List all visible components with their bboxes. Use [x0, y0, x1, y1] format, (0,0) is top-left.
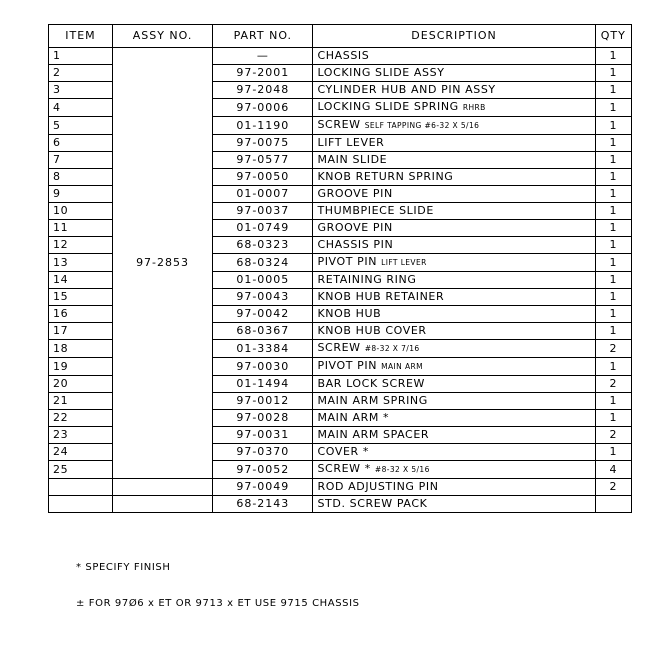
quantity: 2: [595, 479, 631, 496]
part-number: 97-0030: [213, 358, 313, 376]
description-cell: [313, 323, 595, 340]
quantity: 1: [595, 444, 631, 461]
part-number: 68-2143: [213, 496, 313, 513]
description-text: PIVOT PIN: [317, 359, 382, 372]
description-cell: [313, 99, 595, 117]
table-row: [49, 496, 632, 513]
description-text: KNOB HUB COVER: [317, 324, 427, 337]
description-text: SCREW: [317, 118, 365, 131]
description-text: ROD ADJUSTING PIN: [317, 480, 439, 493]
item-number: 5: [49, 117, 113, 135]
description-text: STD. SCREW PACK: [317, 497, 428, 510]
part-number: 97-0370: [213, 444, 313, 461]
description-text: LIFT LEVER: [317, 136, 385, 149]
part-number: 97-0043: [213, 289, 313, 306]
description-text: MAIN ARM *: [317, 411, 390, 424]
item-number: 15: [49, 289, 113, 306]
quantity: 1: [595, 65, 631, 82]
quantity: 1: [595, 82, 631, 99]
quantity: 2: [595, 427, 631, 444]
part-number: 97-2001: [213, 65, 313, 82]
quantity: 1: [595, 254, 631, 272]
description-detail: SELF TAPPING #6-32 X 5/16: [364, 121, 480, 130]
description-text: LOCKING SLIDE SPRING: [317, 100, 463, 113]
description-cell: [313, 358, 595, 376]
part-number: 97-0037: [213, 203, 313, 220]
quantity: [595, 496, 631, 513]
quantity: 1: [595, 169, 631, 186]
item-number: 25: [49, 461, 113, 479]
quantity: 1: [595, 410, 631, 427]
quantity: 1: [595, 393, 631, 410]
item-number: 13: [49, 254, 113, 272]
quantity: 1: [595, 323, 631, 340]
quantity: 1: [595, 306, 631, 323]
item-number: 12: [49, 237, 113, 254]
description-text: KNOB HUB RETAINER: [317, 290, 445, 303]
part-number: 68-0324: [213, 254, 313, 272]
part-number: 97-0075: [213, 135, 313, 152]
description-detail: MAIN ARM: [381, 362, 423, 371]
item-number: 18: [49, 340, 113, 358]
description-detail: #8-32 X 7/16: [364, 344, 420, 353]
description-cell: [313, 220, 595, 237]
quantity: 1: [595, 203, 631, 220]
note-chassis-substitution: ± FOR 97Ø6 x ET OR 9713 x ET USE 9715 CHASSIS: [76, 598, 360, 609]
description-text: KNOB RETURN SPRING: [317, 170, 454, 183]
item-number: 17: [49, 323, 113, 340]
description-text: THUMBPIECE SLIDE: [317, 204, 434, 217]
description-text: MAIN ARM SPRING: [317, 394, 428, 407]
description-cell: [313, 65, 595, 82]
description-cell: [313, 289, 595, 306]
table-row: [49, 479, 632, 496]
quantity: 1: [595, 289, 631, 306]
part-number: 01-1190: [213, 117, 313, 135]
quantity: 1: [595, 237, 631, 254]
item-number: 4: [49, 99, 113, 117]
description-cell: [313, 444, 595, 461]
part-number: 01-1494: [213, 376, 313, 393]
quantity: 2: [595, 376, 631, 393]
description-text: MAIN SLIDE: [317, 153, 388, 166]
description-text: RETAINING RING: [317, 273, 417, 286]
item-number: 9: [49, 186, 113, 203]
quantity: 1: [595, 152, 631, 169]
part-number: 97-0042: [213, 306, 313, 323]
header-description: DESCRIPTION: [313, 25, 595, 48]
part-number: —: [213, 48, 313, 65]
item-number: 8: [49, 169, 113, 186]
part-number: 97-0577: [213, 152, 313, 169]
quantity: 1: [595, 186, 631, 203]
table-body: [49, 48, 632, 513]
part-number: 01-0005: [213, 272, 313, 289]
assembly-number: 97-2853: [112, 48, 212, 479]
item-number: 23: [49, 427, 113, 444]
quantity: 1: [595, 99, 631, 117]
description-cell: [313, 186, 595, 203]
note-specify-finish: * SPECIFY FINISH: [76, 562, 171, 573]
item-number: 2: [49, 65, 113, 82]
part-number: 68-0323: [213, 237, 313, 254]
description-cell: [313, 496, 595, 513]
description-detail: #8-32 X 5/16: [374, 465, 430, 474]
part-number: 97-2048: [213, 82, 313, 99]
item-number: 7: [49, 152, 113, 169]
item-number: 24: [49, 444, 113, 461]
description-cell: [313, 117, 595, 135]
description-cell: [313, 340, 595, 358]
description-detail: LIFT LEVER: [381, 258, 427, 267]
item-number: [49, 496, 113, 513]
part-number: 01-3384: [213, 340, 313, 358]
parts-list-table: [48, 24, 632, 513]
quantity: 4: [595, 461, 631, 479]
description-cell: [313, 237, 595, 254]
header-qty: QTY: [595, 25, 631, 48]
part-number: 97-0006: [213, 99, 313, 117]
description-cell: [313, 376, 595, 393]
item-number: 14: [49, 272, 113, 289]
description-cell: [313, 152, 595, 169]
part-number: 97-0028: [213, 410, 313, 427]
item-number: 10: [49, 203, 113, 220]
table-header-row: [49, 25, 632, 48]
header-assy-no: ASSY NO.: [112, 25, 212, 48]
part-number: 01-0749: [213, 220, 313, 237]
item-number: 19: [49, 358, 113, 376]
item-number: 3: [49, 82, 113, 99]
description-cell: [313, 479, 595, 496]
description-cell: [313, 272, 595, 289]
item-number: 16: [49, 306, 113, 323]
item-number: 22: [49, 410, 113, 427]
item-number: 11: [49, 220, 113, 237]
description-detail: RHRB: [462, 103, 486, 112]
part-number: 97-0050: [213, 169, 313, 186]
description-cell: [313, 410, 595, 427]
description-text: GROOVE PIN: [317, 187, 393, 200]
part-number: 97-0012: [213, 393, 313, 410]
description-cell: [313, 48, 595, 65]
description-text: SCREW *: [317, 462, 375, 475]
description-text: COVER *: [317, 445, 369, 458]
header-part-no: PART NO.: [213, 25, 313, 48]
item-number: 21: [49, 393, 113, 410]
description-cell: [313, 135, 595, 152]
description-text: MAIN ARM SPACER: [317, 428, 430, 441]
part-number: 01-0007: [213, 186, 313, 203]
description-cell: [313, 393, 595, 410]
item-number: 20: [49, 376, 113, 393]
description-text: KNOB HUB: [317, 307, 382, 320]
header-item: ITEM: [49, 25, 113, 48]
description-cell: [313, 169, 595, 186]
quantity: 1: [595, 117, 631, 135]
item-number: 1: [49, 48, 113, 65]
quantity: 1: [595, 48, 631, 65]
assembly-number-empty: [112, 479, 212, 496]
quantity: 1: [595, 220, 631, 237]
part-number: 97-0052: [213, 461, 313, 479]
description-text: BAR LOCK SCREW: [317, 377, 425, 390]
description-text: CHASSIS PIN: [317, 238, 394, 251]
description-cell: [313, 82, 595, 99]
description-text: CYLINDER HUB AND PIN ASSY: [317, 83, 496, 96]
quantity: 1: [595, 358, 631, 376]
quantity: 1: [595, 135, 631, 152]
item-number: [49, 479, 113, 496]
part-number: 97-0049: [213, 479, 313, 496]
description-cell: [313, 203, 595, 220]
assembly-number-empty: [112, 496, 212, 513]
description-text: GROOVE PIN: [317, 221, 393, 234]
description-cell: [313, 306, 595, 323]
quantity: 2: [595, 340, 631, 358]
description-text: LOCKING SLIDE ASSY: [317, 66, 445, 79]
part-number: 68-0367: [213, 323, 313, 340]
quantity: 1: [595, 272, 631, 289]
part-number: 97-0031: [213, 427, 313, 444]
description-cell: [313, 254, 595, 272]
description-text: PIVOT PIN: [317, 255, 382, 268]
description-cell: [313, 427, 595, 444]
description-cell: [313, 461, 595, 479]
item-number: 6: [49, 135, 113, 152]
table-row: [49, 48, 632, 65]
description-text: SCREW: [317, 341, 365, 354]
description-text: CHASSIS: [317, 49, 370, 62]
